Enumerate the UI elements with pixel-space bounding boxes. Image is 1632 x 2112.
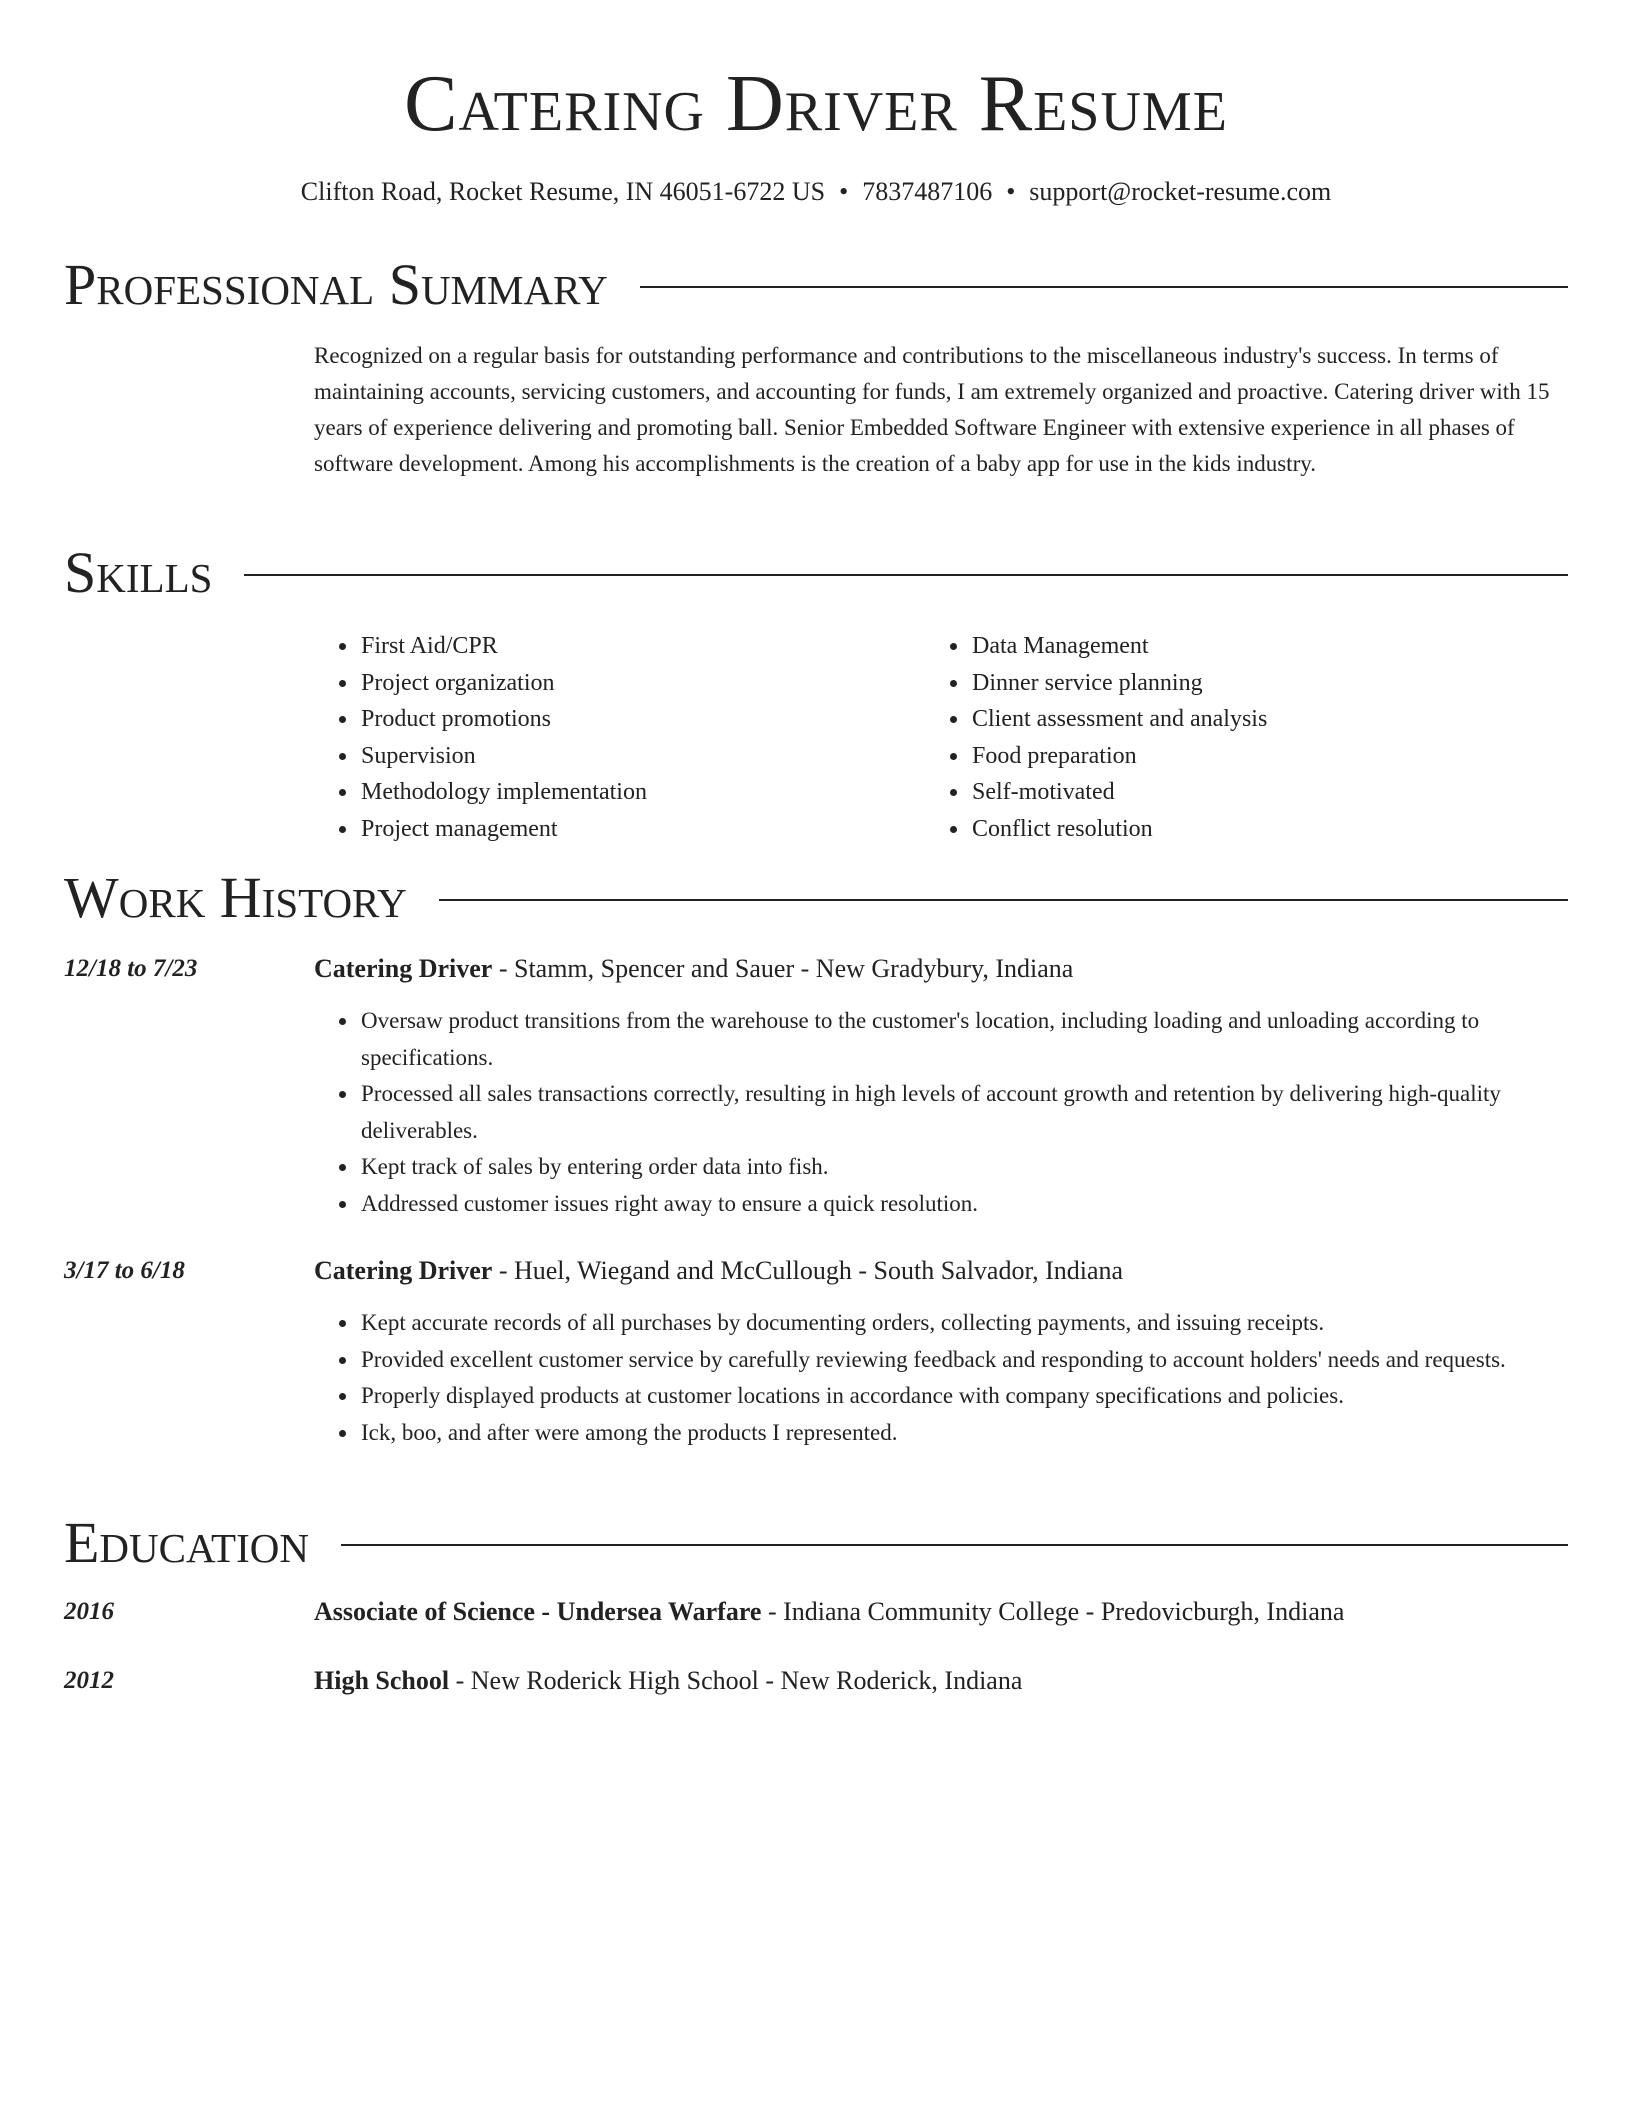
skill-item: • Supervision <box>359 738 647 775</box>
section-title: Skills <box>64 540 213 605</box>
separator: • <box>839 177 849 206</box>
education-degree: Associate of Science - Undersea Warfare <box>314 1597 762 1626</box>
job-role: Catering Driver <box>314 954 493 983</box>
job-bullet: • Provided excellent customer service by carefully reviewing feedback and responding to account holders' needs and requests. <box>359 1342 1570 1379</box>
education-school: - Indiana Community College - Predovicburgh, Indiana <box>761 1597 1345 1626</box>
address: Clifton Road, Rocket Resume, IN 46051-6722 US <box>300 177 826 206</box>
section-title: Work History <box>64 865 407 930</box>
education-degree: High School <box>314 1666 450 1695</box>
job-bullet: • Ick, boo, and after were among the products I represented. <box>359 1415 1570 1452</box>
job-dates: 3/17 to 6/18 <box>64 1257 185 1284</box>
education-year: 2016 <box>64 1598 114 1625</box>
section-rule <box>341 1544 1568 1546</box>
skill-item: • Project organization <box>359 665 647 702</box>
skill-item: • First Aid/CPR <box>359 628 647 665</box>
job-bullet: • Addressed customer issues right away to ensure a quick resolution. <box>359 1186 1570 1223</box>
job-header <box>314 1253 1572 1289</box>
resume-title: Catering Driver Resume <box>404 60 1228 148</box>
summary-heading <box>64 250 1568 320</box>
job-bullets <box>314 1003 1570 1222</box>
job-employer: - Stamm, Spencer and Sauer - New Gradybury, Indiana <box>492 954 1074 983</box>
education-school: - New Roderick High School - New Roderick, Indiana <box>449 1666 1023 1695</box>
skill-item: • Dinner service planning <box>970 665 1267 702</box>
email: support@rocket-resume.com <box>1029 177 1332 206</box>
skill-item: • Methodology implementation <box>359 774 647 811</box>
phone: 7837487106 <box>862 177 993 206</box>
section-rule <box>439 899 1568 901</box>
work-history-heading <box>64 863 1568 933</box>
skill-item: • Project management <box>359 811 647 848</box>
skill-item: • Data Management <box>970 628 1267 665</box>
education-year: 2012 <box>64 1667 114 1694</box>
job-bullets <box>314 1305 1570 1451</box>
skills-list-left <box>314 628 647 847</box>
skill-item: • Conflict resolution <box>970 811 1267 848</box>
section-title: Education <box>64 1510 309 1575</box>
skill-item: • Food preparation <box>970 738 1267 775</box>
education-heading <box>64 1508 1568 1578</box>
job-bullet: • Properly displayed products at customer locations in accordance with company specifications and policies. <box>359 1378 1570 1415</box>
skill-item: • Client assessment and analysis <box>970 701 1267 738</box>
job-header <box>314 951 1572 987</box>
skill-item: • Self-motivated <box>970 774 1267 811</box>
section-rule <box>244 574 1568 576</box>
section-title: Professional Summary <box>64 252 608 317</box>
section-rule <box>640 286 1568 288</box>
job-dates: 12/18 to 7/23 <box>64 955 198 982</box>
job-bullet: • Kept track of sales by entering order data into fish. <box>359 1149 1570 1186</box>
separator: • <box>1006 177 1016 206</box>
contact-line <box>0 174 1632 210</box>
education-entry <box>314 1594 1572 1630</box>
skills-list-right <box>925 628 1267 847</box>
job-bullet: • Kept accurate records of all purchases by documenting orders, collecting payments, and issuing receipts. <box>359 1305 1570 1342</box>
job-employer: - Huel, Wiegand and McCullough - South Salvador, Indiana <box>492 1256 1124 1285</box>
job-role: Catering Driver <box>314 1256 493 1285</box>
job-bullet: • Processed all sales transactions correctly, resulting in high levels of account growth and retention by delivering high-quality deliverables. <box>359 1076 1570 1149</box>
skill-item: • Product promotions <box>359 701 647 738</box>
skills-heading <box>64 538 1568 608</box>
job-bullet: • Oversaw product transitions from the warehouse to the customer's location, including loading and unloading according to specifications. <box>359 1003 1570 1076</box>
summary-text: Recognized on a regular basis for outstanding performance and contributions to the miscellaneous industry's success. In terms of maintaining accounts, servicing customers, and accounting for funds, I am extremely organized and proactive. Catering driver with 15 years of experience delivering and promoting ball. Senior Embedded Software Engineer with extensive experience in all phases of software development. Among his accomplishments is the creation of a baby app for use in the kids industry. <box>314 343 1550 476</box>
education-entry <box>314 1663 1572 1699</box>
